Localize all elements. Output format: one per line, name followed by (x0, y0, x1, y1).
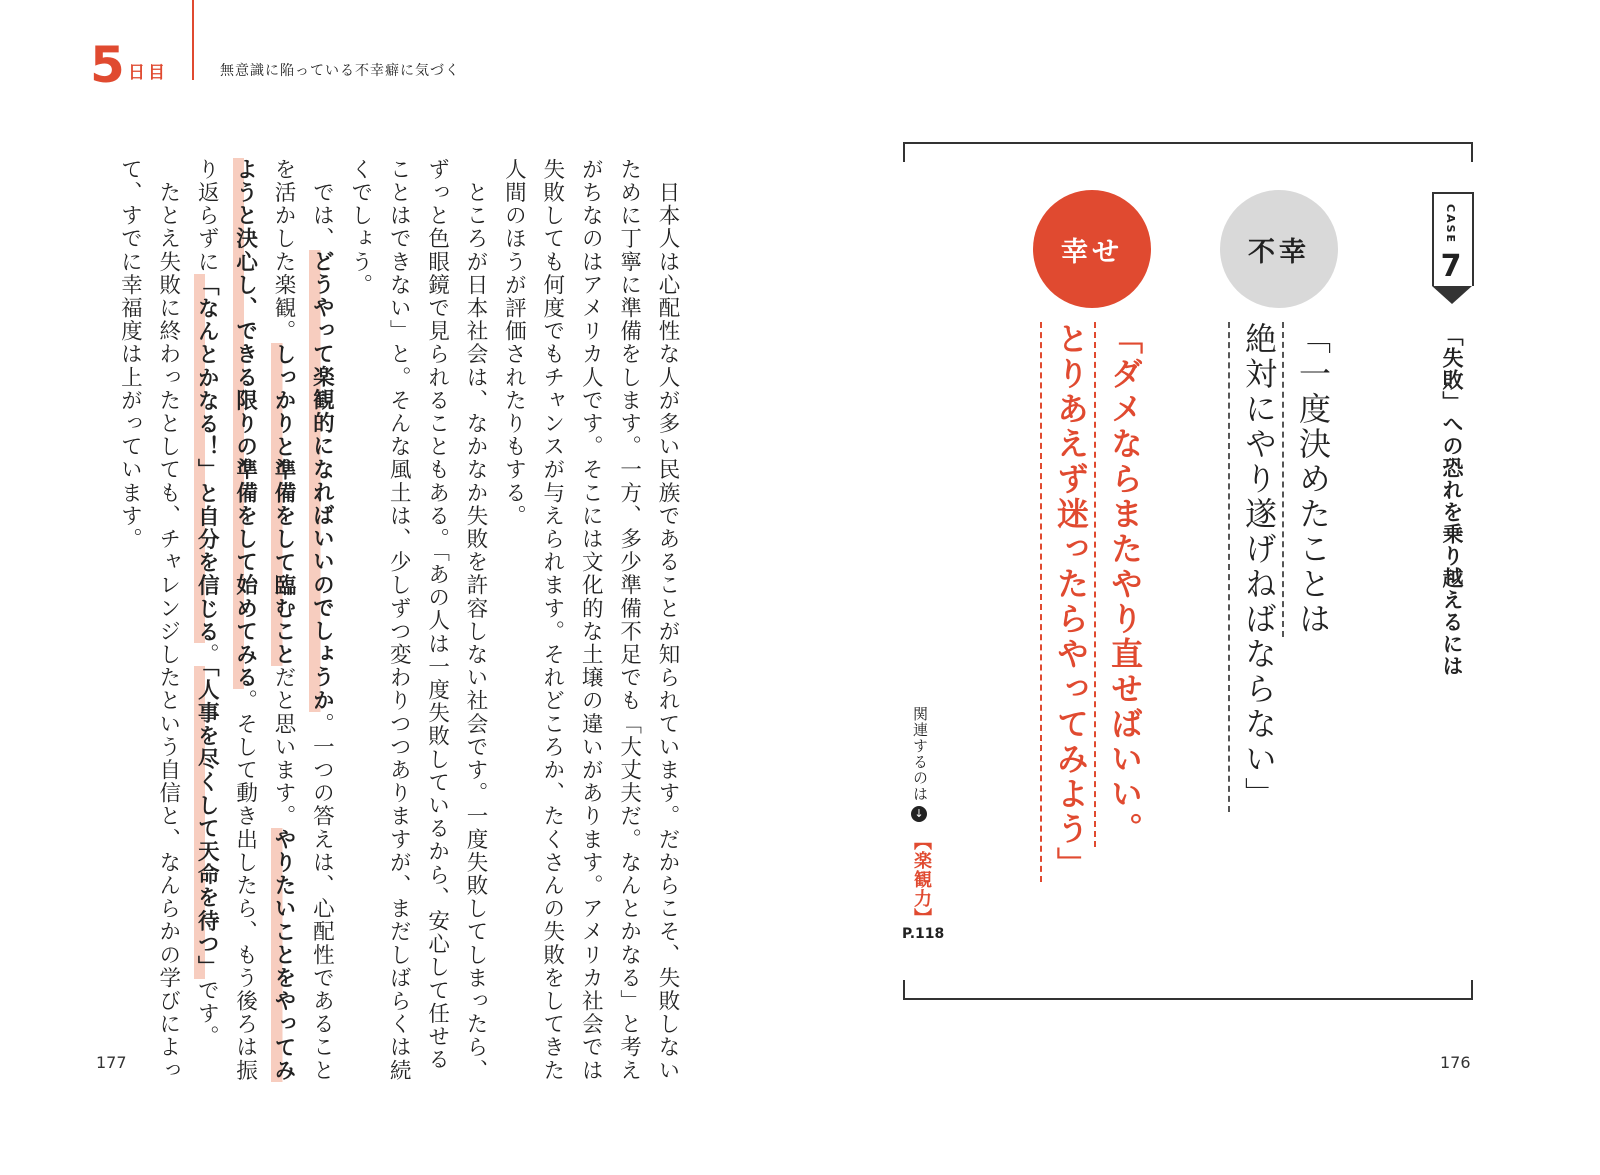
highlighted-text: しっかりと準備をして臨むこと (271, 342, 296, 667)
page-number-left: 177 (96, 1053, 127, 1072)
text-segment: り返らずに (194, 158, 220, 274)
text-segment: です。 (194, 978, 220, 1049)
text-segment: たとえ失敗に終わったとしても、チャレンジしたという自信と、なんらかの学びによっ (155, 158, 181, 1082)
text-column (650, 158, 684, 1082)
highlighted-text: ようと決心し、できる限りの準備をして始めてみる (232, 158, 258, 690)
text-column (343, 158, 377, 297)
case-number: 7 (1440, 249, 1462, 284)
related-page: P.118 (902, 926, 945, 942)
text-segment: くでしょう。 (347, 158, 373, 297)
frame-top (903, 142, 1473, 162)
text-segment: では、 (309, 158, 335, 251)
case-label: CASE (1444, 204, 1457, 245)
text-column (189, 158, 223, 1048)
text-segment: 日本人は心配性な人が多い民族であることが知られています。だからこそ、失敗しない (655, 158, 680, 1082)
frame-bottom (903, 980, 1473, 1000)
text-column (151, 158, 185, 1082)
unhappy-quote-line-1: 「一度決めたことは (1282, 322, 1338, 637)
happy-quote-line-1: 「ダメならまたやり直せばいい。 (1094, 322, 1150, 847)
related-text: 関連するのは (911, 706, 929, 802)
highlighted-text: 「なんとかなる！」と自分を信じる (194, 273, 220, 644)
text-segment: を活かした楽観。 (271, 158, 296, 343)
text-segment: 。そして動き出したら、もう後ろは振 (232, 689, 258, 1083)
arrow-down-circle-icon: ↓ (911, 806, 927, 822)
unhappy-badge: 不幸 (1220, 190, 1338, 308)
text-column (420, 158, 454, 1071)
text-segment: て、すでに幸福度は上がっています。 (117, 158, 143, 551)
text-column (496, 158, 530, 528)
text-segment: ところが日本社会は、なかなか失敗を許容しない社会です。一度失敗してしまったら、 (463, 158, 488, 1082)
text-segment: ずっと色眼鏡で見られることもある。「あの人は一度失敗しているから、安心して任せる (424, 158, 450, 1072)
text-segment: ために丁寧に準備をします。一方、多少準備不足でも「大丈夫だ。なんとかなる」と考え (616, 158, 642, 1082)
text-segment: 失敗しても何度でもチャンスが与えられます。それどころか、たくさんの失敗をしてきた (539, 158, 565, 1082)
text-segment: 。 (194, 643, 220, 667)
happy-badge: 幸せ (1033, 190, 1151, 308)
day-number: 5 (90, 36, 125, 94)
happy-quote-line-2: とりあえず迷ったらやってみよう」 (1040, 322, 1096, 882)
highlighted-text: どうやって楽観的になればいいのでしょうか (309, 250, 335, 713)
text-column (228, 158, 262, 1082)
text-column (612, 158, 646, 1082)
header-divider (192, 0, 194, 80)
unhappy-quote-line-2: 絶対にやり遂げねばならない」 (1228, 322, 1284, 812)
text-column (573, 158, 607, 1082)
day-suffix: 日目 (128, 63, 168, 83)
highlighted-text: やりたいことをやってみ (271, 827, 296, 1083)
page-number-right: 176 (1440, 1053, 1471, 1072)
text-segment: がちなのはアメリカ人です。そこには文化的な土壌の違いがあります。アメリカ社会では (578, 158, 604, 1082)
text-column (381, 158, 415, 1082)
chapter-title: 無意識に陥っている不幸癖に気づく (220, 63, 460, 79)
text-column (458, 158, 492, 1082)
text-column (535, 158, 569, 1082)
text-segment: 。一つの答えは、心配性であること (309, 712, 335, 1083)
related-link[interactable]: 【楽観力】 (911, 832, 932, 927)
text-segment: だと思います。 (271, 666, 296, 828)
highlighted-text: 「人事を尽くして天命を待つ」 (194, 666, 220, 979)
text-column (266, 158, 300, 1082)
text-column (304, 158, 338, 1082)
text-segment: ことはできない」と。そんな風土は、少しずつ変わりつつありますが、まだしばらくは続 (386, 158, 412, 1082)
text-segment: 人間のほうが評価されたりもする。 (501, 158, 527, 528)
case-title: 「失敗」への恐れを乗り越えるには (1440, 325, 1464, 677)
text-column (112, 158, 146, 551)
